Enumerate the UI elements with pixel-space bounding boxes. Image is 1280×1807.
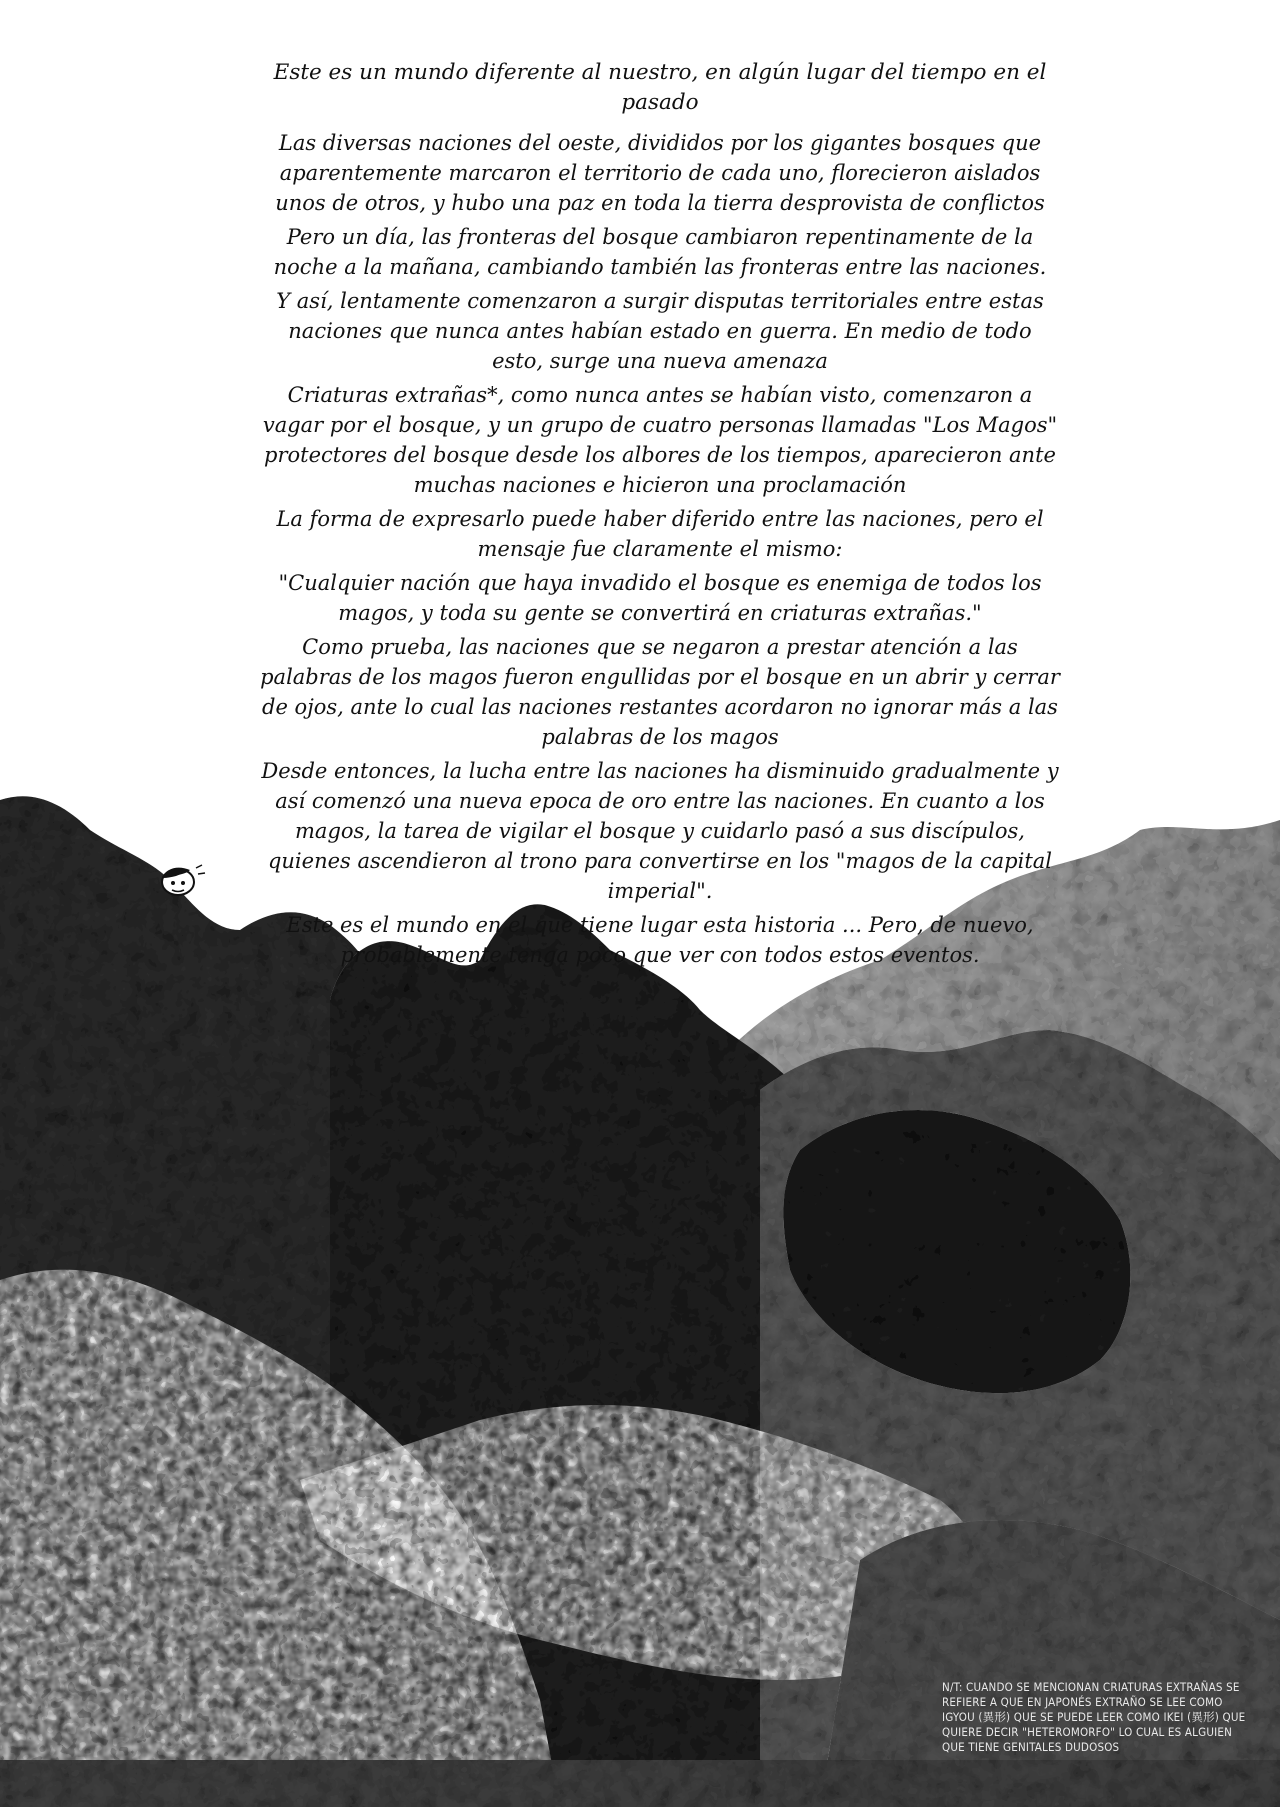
- story-paragraph: Y así, lentamente comenzaron a surgir disputas territoriales entre estas naciones que nunca antes habían estado en guerra. En medio de todo esto, surge una nueva amenaza: [276, 289, 1044, 373]
- story-paragraph: La forma de expresarlo puede haber diferido entre las naciones, pero el mensaje fue claramente el mismo:: [276, 507, 1044, 561]
- story-paragraph: Criaturas extrañas*, como nunca antes se habían visto, comenzaron a vagar por el bosque, y un grupo de cuatro personas llamadas "Los Magos" protectores del bosque desde los albores de los tiempos, aparecieron ante muchas naciones e hicieron una proclamación: [262, 383, 1058, 497]
- story-paragraph: Este es un mundo diferente al nuestro, en algún lugar del tiempo en el pasado: [273, 60, 1047, 115]
- story-text: [260, 58, 1060, 974]
- story-paragraph: Desde entonces, la lucha entre las naciones ha disminuido gradualmente y así comenzó una nueva epoca de oro entre las naciones. En cuanto a los magos, la tarea de vigilar el bosque y cuidarlo pasó a sus discípulos, quienes ascendieron al trono para convertirse en los "magos de la capital imperial".: [261, 759, 1059, 903]
- story-paragraph: Como prueba, las naciones que se negaron a prestar atención a las palabras de los magos fueron engullidas por el bosque en un abrir y cerrar de ojos, ante lo cual las naciones restantes acordaron no ignorar más a las palabras de los magos: [260, 635, 1060, 749]
- story-paragraph: Este es el mundo en el que tiene lugar esta historia ... Pero, de nuevo, probablemente tenga poco que ver con todos estos eventos.: [286, 913, 1034, 967]
- story-paragraph: Pero un día, las fronteras del bosque cambiaron repentinamente de la noche a la mañana, cambiando también las fronteras entre las naciones.: [273, 225, 1047, 279]
- translator-note: N/T: CUANDO SE MENCIONAN CRIATURAS EXTRAÑAS SE REFIERE A QUE EN JAPONÉS EXTRAÑO SE LEE COMO IGYOU (異形) QUE SE PUEDE LEER COMO IKEI (異形) QUE QUIERE DECIR "HETEROMORFO" LO CUAL ES ALGUIEN QUE TIENE GENITALES DUDOSOS: [942, 1680, 1246, 1754]
- story-paragraph: Las diversas naciones del oeste, divididos por los gigantes bosques que aparentemente marcaron el territorio de cada uno, florecieron aislados unos de otros, y hubo una paz en toda la tierra desprovista de conflictos: [275, 131, 1045, 215]
- face-doodle-icon: [158, 862, 208, 898]
- story-paragraph: "Cualquier nación que haya invadido el bosque es enemiga de todos los magos, y toda su gente se convertirá en criaturas extrañas.": [278, 571, 1042, 625]
